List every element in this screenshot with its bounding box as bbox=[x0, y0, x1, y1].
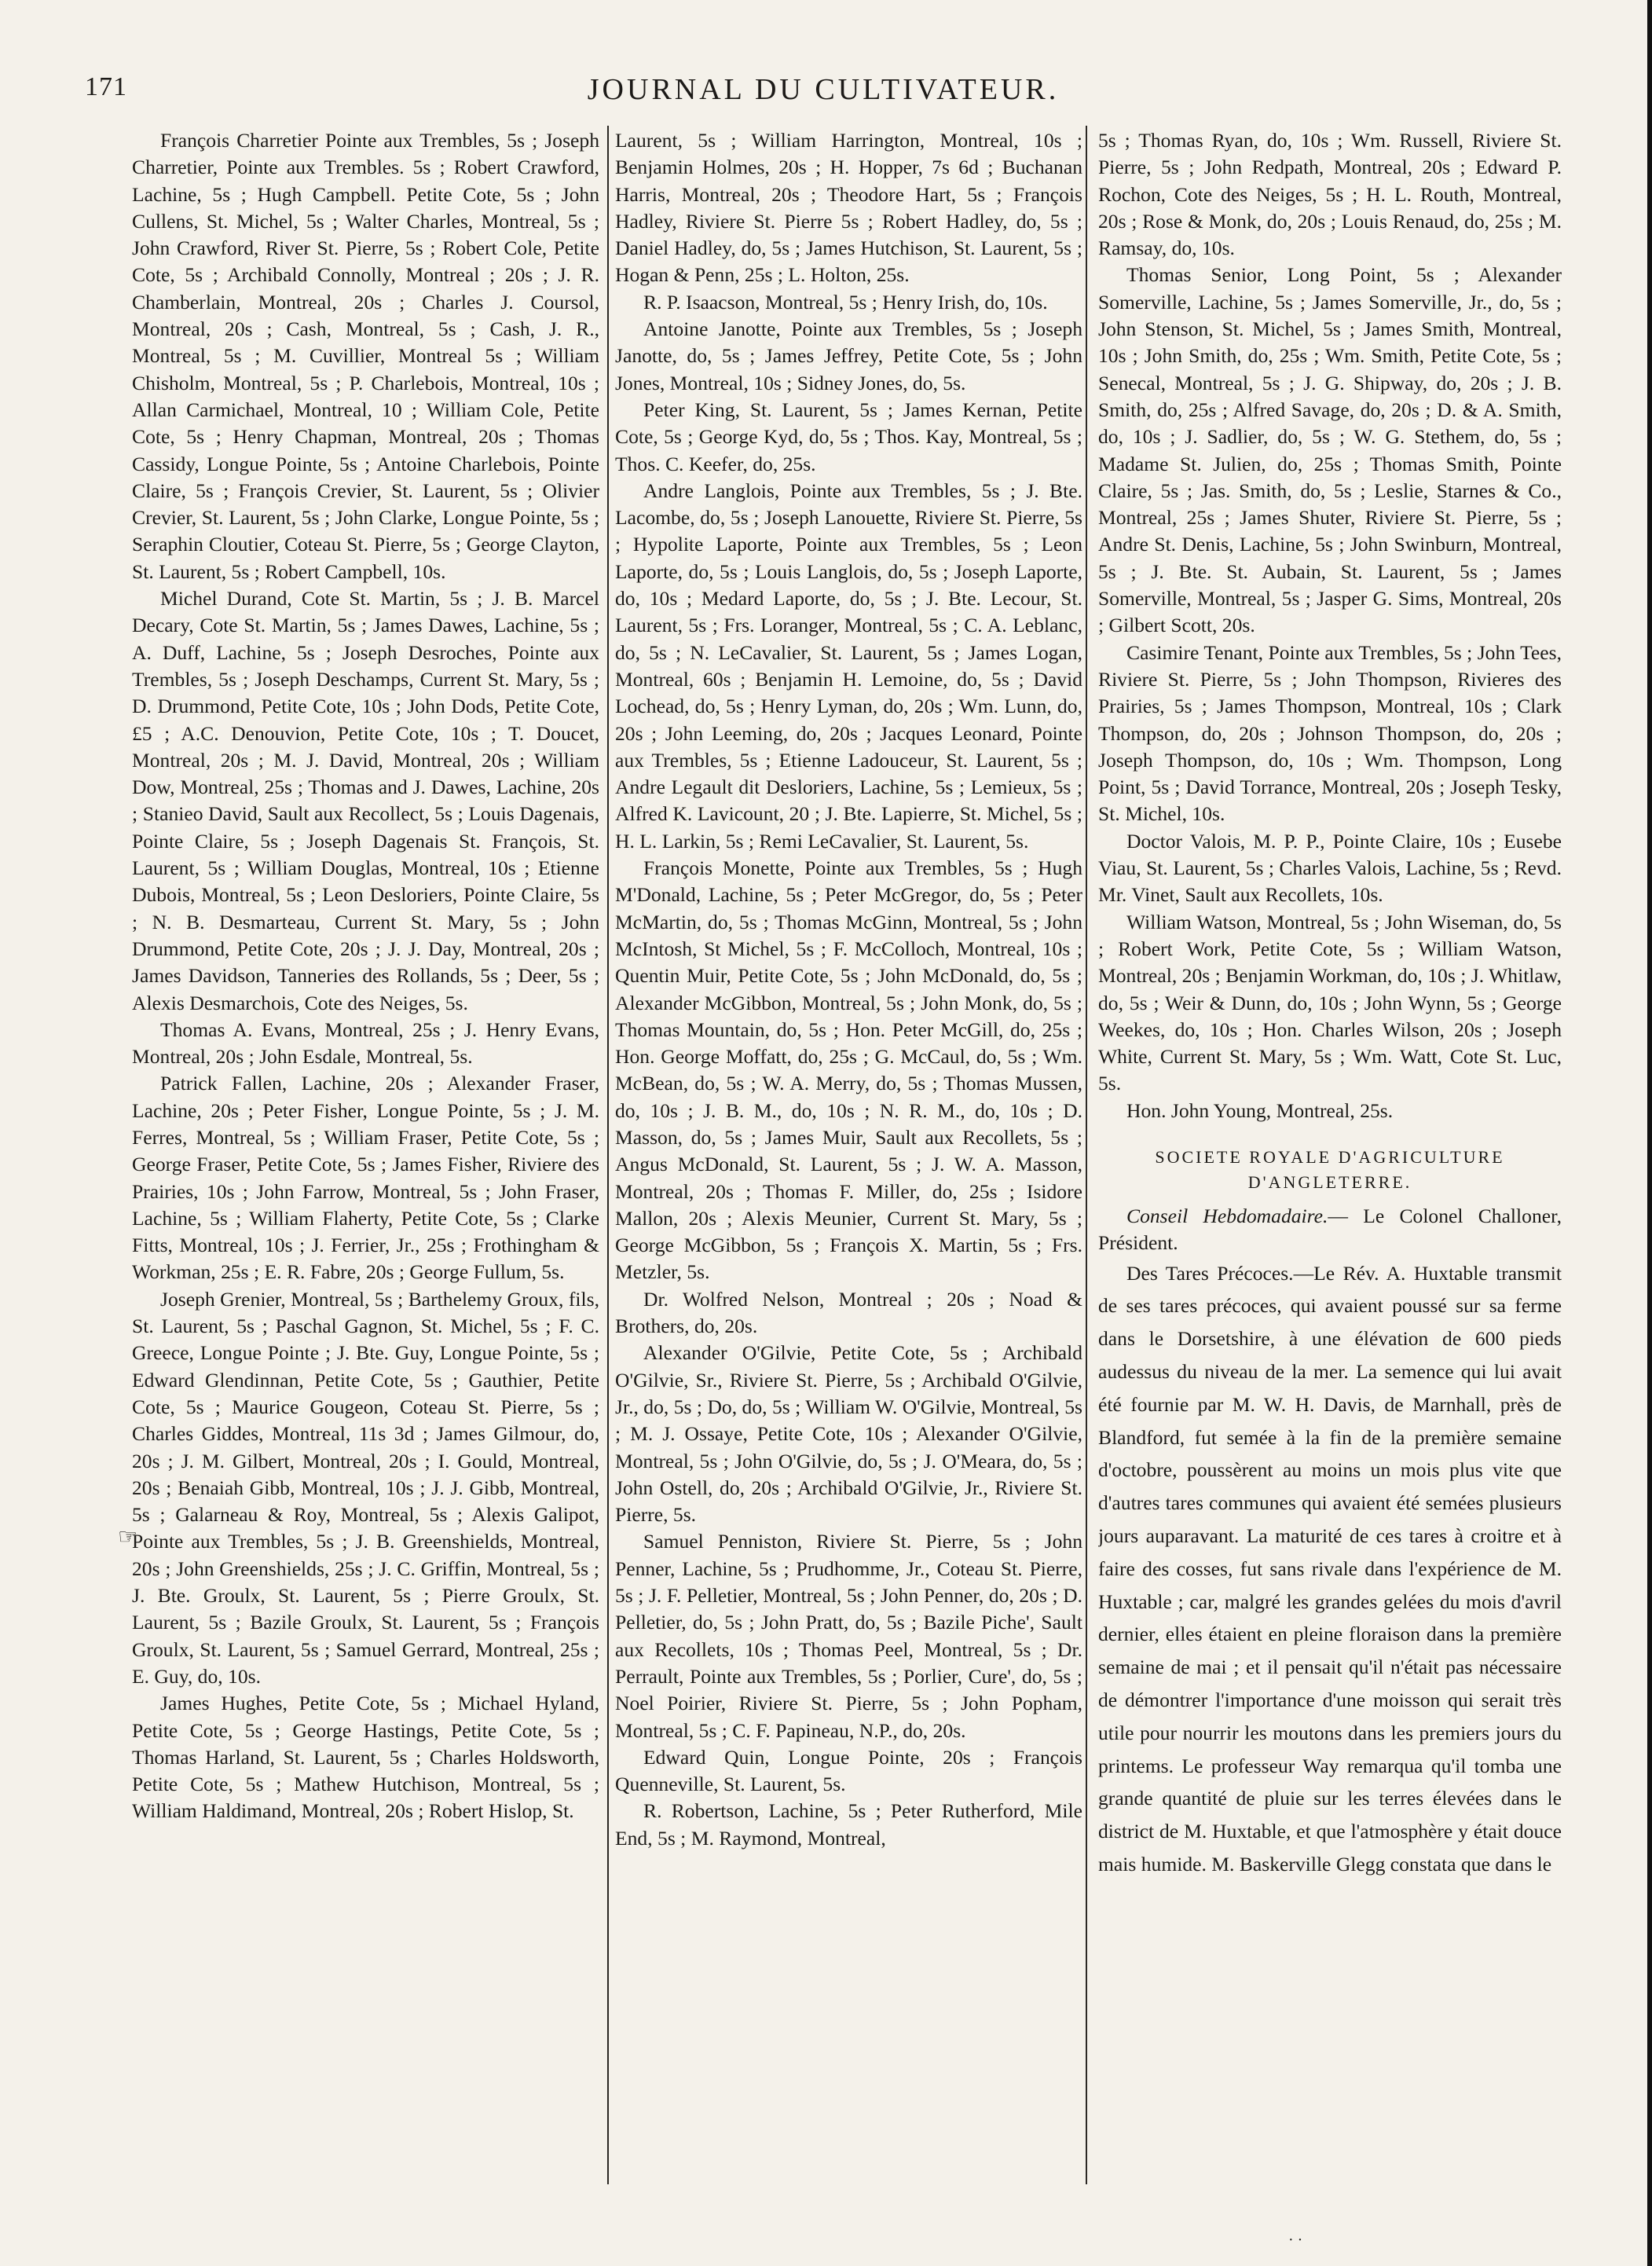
text-columns bbox=[132, 127, 1562, 2186]
page-edge-border bbox=[1647, 0, 1652, 2266]
subscriber-paragraph: François Monette, Pointe aux Trembles, 5s ; Hugh M'Donald, Lachine, 5s ; Peter McGregor, do, 5s ; Peter McMartin, do, 5s ; Thomas McGinn, Montreal, 5s ; John McIntosh, St Michel, 5s ; F. McColloch, Montreal, 10s ; Quentin Muir, Petite Cote, 5s ; John McDonald, do, 5s ; Alexander McGibbon, Montreal, 5s ; John Monk, do, 5s ; Thomas Mountain, do, 5s ; Hon. Peter McGill, do, 25s ; Hon. George Moffatt, do, 25s ; G. McCaul, do, 5s ; Wm. McBean, do, 5s ; W. A. Merry, do, 5s ; Thomas Mussen, do, 10s ; J. B. M., do, 10s ; N. R. M., do, 10s ; D. Masson, do, 5s ; James Muir, Sault aux Recollets, 5s ; Angus McDonald, St. Laurent, 5s ; J. W. A. Masson, Montreal, 20s ; Thomas F. Miller, do, 25s ; Isidore Mallon, 20s ; Alexis Meunier, Current St. Mary, 5s ; George McGibbon, 5s ; François X. Martin, 5s ; Frs. Metzler, 5s. bbox=[615, 856, 1082, 1284]
subscriber-paragraph: Edward Quin, Longue Pointe, 20s ; François Quenneville, St. Laurent, 5s. bbox=[615, 1745, 1082, 1796]
council-text: — Le Colonel Challoner, Président. bbox=[1098, 1204, 1562, 1255]
column-3 bbox=[1098, 127, 1562, 2186]
running-title: JOURNAL DU CULTIVATEUR. bbox=[587, 73, 1060, 106]
margin-hand-mark: ☞ bbox=[118, 1525, 138, 1549]
subscriber-paragraph: Patrick Fallen, Lachine, 20s ; Alexander Fraser, Lachine, 20s ; Peter Fisher, Longue Pointe, 5s ; J. M. Ferres, Montreal, 5s ; William Fraser, Petite Cote, 5s ; George Fraser, Petite Cote, 5s ; James Fisher, Riviere des Prairies, 10s ; John Farrow, Montreal, 5s ; John Fraser, Lachine, 5s ; William Flaherty, Petite Cote, 5s ; Clarke Fitts, Montreal, 10s ; J. Ferrier, Jr., 25s ; Frothingham & Workman, 25s ; E. R. Fabre, 20s ; George Fullum, 5s. bbox=[132, 1072, 599, 1284]
subscriber-paragraph: Doctor Valois, M. P. P., Pointe Claire, 10s ; Eusebe Viau, St. Laurent, 5s ; Charles Valois, Lachine, 5s ; Revd. Mr. Vinet, Sault aux Recollets, 10s. bbox=[1098, 829, 1562, 907]
subscriber-list bbox=[1098, 127, 1562, 1124]
subscriber-paragraph: William Watson, Montreal, 5s ; John Wiseman, do, 5s ; Robert Work, Petite Cote, 5s ; William Watson, Montreal, 20s ; Benjamin Workman, do, 10s ; J. Whitlaw, do, 5s ; Weir & Dunn, do, 10s ; John Wynn, 5s ; George Weekes, do, 10s ; Hon. Charles Wilson, 20s ; Joseph White, Current St. Mary, 5s ; Wm. Watt, Cote St. Luc, 5s. bbox=[1098, 910, 1562, 1095]
column-1 bbox=[132, 127, 599, 2186]
society-section bbox=[1098, 1145, 1562, 1881]
subscriber-paragraph: Peter King, St. Laurent, 5s ; James Kernan, Petite Cote, 5s ; George Kyd, do, 5s ; Thos. Kay, Montreal, 5s ; Thos. C. Keefer, do, 25s. bbox=[615, 398, 1082, 475]
subscriber-paragraph: Dr. Wolfred Nelson, Montreal ; 20s ; Noad & Brothers, do, 20s. bbox=[615, 1287, 1082, 1338]
subscriber-paragraph: Thomas A. Evans, Montreal, 25s ; J. Henry Evans, Montreal, 20s ; John Esdale, Montreal, 5s. bbox=[132, 1018, 599, 1069]
subscriber-paragraph: Casimire Tenant, Pointe aux Trembles, 5s ; John Tees, Riviere St. Pierre, 5s ; John Thompson, Rivieres des Prairies, 5s ; James Thompson, Montreal, 10s ; Clark Thompson, do, 20s ; Johnson Thompson, do, 20s ; Joseph Thompson, do, 10s ; Wm. Thompson, Long Point, 5s ; David Torrance, Montreal, 20s ; Joseph Tesky, St. Michel, 10s. bbox=[1098, 640, 1562, 826]
subscriber-paragraph: Andre Langlois, Pointe aux Trembles, 5s ; J. Bte. Lacombe, do, 5s ; Joseph Lanouette, Riviere St. Pierre, 5s ; Hypolite Laporte, Pointe aux Trembles, 5s ; Leon Laporte, do, 5s ; Louis Langlois, do, 5s ; Joseph Laporte, do, 10s ; Medard Laporte, do, 5s ; J. Bte. Lecour, St. Laurent, 5s ; Frs. Loranger, Montreal, 5s ; C. A. Leblanc, do, 5s ; N. LeCavalier, St. Laurent, 5s ; James Logan, Montreal, 60s ; Benjamin H. Lemoine, do, 5s ; David Lochead, do, 5s ; Henry Lyman, do, 20s ; Wm. Lunn, do, 20s ; John Leeming, do, 20s ; Jacques Leonard, Pointe aux Trembles, 5s ; Etienne Ladouceur, St. Laurent, 5s ; Andre Legault dit Desloriers, Lachine, 5s ; Lemieux, 5s ; Alfred K. Lavicount, 20 ; J. Bte. Lapierre, St. Michel, 5s ; H. L. Larkin, 5s ; Remi LeCavalier, St. Laurent, 5s. bbox=[615, 478, 1082, 852]
council-line bbox=[1098, 1203, 1562, 1257]
subscriber-paragraph: François Charretier Pointe aux Trembles, 5s ; Joseph Charretier, Pointe aux Trembles. 5s ; Robert Crawford, Lachine, 5s ; Hugh Campbell. Petite Cote, 5s ; John Cullens, St. Michel, 5s ; Walter Charles, Montreal, 5s ; John Crawford, River St. Pierre, 5s ; Robert Cole, Petite Cote, 5s ; Archibald Connolly, Montreal ; 20s ; J. R. Chamberlain, Montreal, 20s ; Charles J. Coursol, Montreal, 20s ; Cash, Montreal, 5s ; Cash, J. R., Montreal, 5s ; M. Cuvillier, Montreal 5s ; William Chisholm, Montreal, 5s ; P. Charlebois, Montreal, 10s ; Allan Carmichael, Montreal, 10 ; William Cole, Petite Cote, 5s ; Henry Chapman, Montreal, 20s ; Thomas Cassidy, Longue Pointe, 5s ; Antoine Charlebois, Pointe Claire, 5s ; François Crevier, St. Laurent, 5s ; Olivier Crevier, St. Laurent, 5s ; John Clarke, Longue Pointe, 5s ; Seraphin Cloutier, Coteau St. Pierre, 5s ; George Clayton, St. Laurent, 5s ; Robert Campbell, 10s. bbox=[132, 129, 599, 583]
subscriber-paragraph: Laurent, 5s ; William Harrington, Montreal, 10s ; Benjamin Holmes, 20s ; H. Hopper, 7s 6d ; Buchanan Harris, Montreal, 20s ; Theodore Hart, 5s ; François Hadley, Riviere St. Pierre 5s ; Robert Hadley, do, 5s ; Daniel Hadley, do, 5s ; James Hutchison, St. Laurent, 5s ; Hogan & Penn, 25s ; L. Holton, 25s. bbox=[615, 129, 1082, 287]
subscriber-paragraph: Samuel Penniston, Riviere St. Pierre, 5s ; John Penner, Lachine, 5s ; Prudhomme, Jr., Coteau St. Pierre, 5s ; J. F. Pelletier, Montreal, 5s ; John Penner, do, 20s ; D. Pelletier, do, 5s ; John Pratt, do, 5s ; Bazile Piche', Sault aux Recollets, 10s ; Thomas Peel, Montreal, 5s ; Dr. Perrault, Pointe aux Trembles, 5s ; Porlier, Cure', do, 5s ; Noel Poirier, Riviere St. Pierre, 5s ; John Popham, Montreal, 5s ; C. F. Papineau, N.P., do, 20s. bbox=[615, 1530, 1082, 1742]
subscriber-paragraph: R. P. Isaacson, Montreal, 5s ; Henry Irish, do, 10s. bbox=[643, 290, 1048, 314]
article-body: Des Tares Précoces.—Le Rév. A. Huxtable transmit de ses tares précoces, qui avaient poussé sur sa ferme dans le Dorsetshire, à une élévation de 600 pieds audessus du niveau de la mer. La semence qui lui avait été fournie par M. W. H. Davis, de Marnhall, près de Blandford, fut semée à la fin de la première semaine d'octobre, poussèrent au moins un mois plus vite que d'autres tares communes qui avaient été semées plusieurs jours auparavant. La maturité de ces tares à croitre et à faire des cosses, fut sans rivale dans l'expérience de M. Huxtable ; car, malgré les grandes gelées du mois d'avril dernier, elles étaient en pleine floraison dans la première semaine de mai ; et il pensait qu'il n'était pas nécessaire de démontrer l'importance d'une moisson qui serait très utile pour nourrir les moutons dans les premiers jours du printems. Le professeur Way remarqua qu'il tomba une grande quantité de pluie sur les terres élevées dans le district de M. Huxtable, et que l'atmosphère y était douce mais humide. M. Baskerville Glegg constata que dans le bbox=[1098, 1261, 1562, 1876]
subscriber-paragraph: 5s ; Thomas Ryan, do, 10s ; Wm. Russell, Riviere St. Pierre, 5s ; John Redpath, Montreal, 20s ; Edward P. Rochon, Cote des Neiges, 5s ; H. L. Routh, Montreal, 20s ; Rose & Monk, do, 20s ; Louis Renaud, do, 25s ; M. Ramsay, do, 10s. bbox=[1098, 129, 1562, 260]
subscriber-paragraph: Michel Durand, Cote St. Martin, 5s ; J. B. Marcel Decary, Cote St. Martin, 5s ; James Dawes, Lachine, 5s ; A. Duff, Lachine, 5s ; Joseph Desroches, Pointe aux Trembles, 5s ; Joseph Deschamps, Current St. Mary, 5s ; D. Drummond, Petite Cote, 10s ; John Dods, Petite Cote, £5 ; A.C. Denouvion, Petite Cote, 10s ; T. Doucet, Montreal, 20s ; M. J. David, Montreal, 20s ; William Dow, Montreal, 25s ; Thomas and J. Dawes, Lachine, 20s ; Stanieo David, Sault aux Recollect, 5s ; Louis Dagenais, Pointe Claire, 5s ; Joseph Dagenais St. François, St. Laurent, 5s ; William Douglas, Montreal, 10s ; Etienne Dubois, Montreal, 5s ; Leon Desloriers, Pointe Claire, 5s ; N. B. Desmarteau, Current St. Mary, 5s ; John Drummond, Petite Cote, 20s ; J. J. Day, Montreal, 20s ; James Davidson, Tanneries des Rollands, 5s ; Deer, 5s ; Alexis Desmarchois, Cote des Neiges, 5s. bbox=[132, 587, 599, 1014]
page-header bbox=[85, 72, 1562, 112]
ornament-dots: · · bbox=[1288, 2231, 1303, 2249]
section-subtitle: D'ANGLETERRE. bbox=[1247, 1172, 1412, 1192]
subscriber-paragraph: Joseph Grenier, Montreal, 5s ; Barthelemy Groux, fils, St. Laurent, 5s ; Paschal Gagnon, St. Michel, 5s ; F. C. Greece, Longue Pointe ; J. Bte. Guy, Longue Pointe, 5s ; Edward Glendinnan, Petite Cote, 5s ; Gauthier, Petite Cote, 5s ; Maurice Gougeon, Coteau St. Pierre, 5s ; Charles Giddes, Montreal, 11s 3d ; James Gilmour, do, 20s ; J. M. Gilbert, Montreal, 20s ; I. Gould, Montreal, 20s ; Benaiah Gibb, Montreal, 10s ; J. J. Gibb, Montreal, 5s ; Galarneau & Roy, Montreal, 5s ; Alexis Galipot, Pointe aux Trembles, 5s ; J. B. Greenshields, Montreal, 20s ; John Greenshields, 25s ; J. C. Griffin, Montreal, 5s ; J. Bte. Groulx, St. Laurent, 5s ; Pierre Groulx, St. Laurent, 5s ; Bazile Groulx, St. Laurent, 5s ; François Groulx, St. Laurent, 5s ; Samuel Gerrard, Montreal, 25s ; E. Guy, do, 10s. bbox=[132, 1287, 599, 1688]
subscriber-paragraph: Hon. John Young, Montreal, 25s. bbox=[1126, 1098, 1394, 1122]
subscriber-paragraph: James Hughes, Petite Cote, 5s ; Michael Hyland, Petite Cote, 5s ; George Hastings, Petite Cote, 5s ; Thomas Harland, St. Laurent, 5s ; Charles Holdsworth, Petite Cote, 5s ; Mathew Hutchison, Montreal, 5s ; William Haldimand, Montreal, 20s ; Robert Hislop, St. bbox=[132, 1692, 599, 1823]
page-number: 171 bbox=[85, 72, 127, 101]
section-title: SOCIETE ROYALE D'AGRICULTURE bbox=[1155, 1146, 1505, 1167]
subscriber-paragraph: Alexander O'Gilvie, Petite Cote, 5s ; Archibald O'Gilvie, Sr., Riviere St. Pierre, 5s ; Archibald O'Gilvie, Jr., do, 5s ; Do, do, 5s ; William W. O'Gilvie, Montreal, 5s ; M. J. Ossaye, Petite Cote, 10s ; Alexander O'Gilvie, Montreal, 5s ; John O'Gilvie, do, 5s ; J. O'Meara, do, 5s ; John Ostell, do, 20s ; Archibald O'Gilvie, Jr., Riviere St. Pierre, 5s. bbox=[615, 1341, 1082, 1527]
subscriber-paragraph: Thomas Senior, Long Point, 5s ; Alexander Somerville, Lachine, 5s ; James Somerville, Jr., do, 5s ; John Stenson, St. Michel, 5s ; James Smith, Montreal, 10s ; John Smith, do, 25s ; Wm. Smith, Petite Cote, 5s ; Senecal, Montreal, 5s ; J. G. Shipway, do, 20s ; J. B. Smith, do, 25s ; Alfred Savage, do, 20s ; D. & A. Smith, do, 10s ; J. Sadlier, do, 5s ; W. G. Stethem, do, 5s ; Madame St. Julien, do, 25s ; Thomas Smith, Pointe Claire, 5s ; Jas. Smith, do, 5s ; Leslie, Starnes & Co., Montreal, 25s ; James Shuter, Riviere St. Pierre, 5s ; Andre St. Denis, Lachine, 5s ; John Swinburn, Montreal, 5s ; J. Bte. St. Aubain, St. Laurent, 5s ; James Somerville, Montreal, 5s ; Jasper G. Sims, Montreal, 20s ; Gilbert Scott, 20s. bbox=[1098, 263, 1562, 637]
council-label: Conseil Hebdomadaire. bbox=[1126, 1204, 1328, 1227]
column-2 bbox=[615, 127, 1082, 2186]
subscriber-paragraph: Antoine Janotte, Pointe aux Trembles, 5s ; Joseph Janotte, do, 5s ; James Jeffrey, Petite Cote, 5s ; John Jones, Montreal, 10s ; Sidney Jones, do, 5s. bbox=[615, 317, 1082, 394]
subscriber-paragraph: R. Robertson, Lachine, 5s ; Peter Rutherford, Mile End, 5s ; M. Raymond, Montreal, bbox=[615, 1799, 1082, 1850]
